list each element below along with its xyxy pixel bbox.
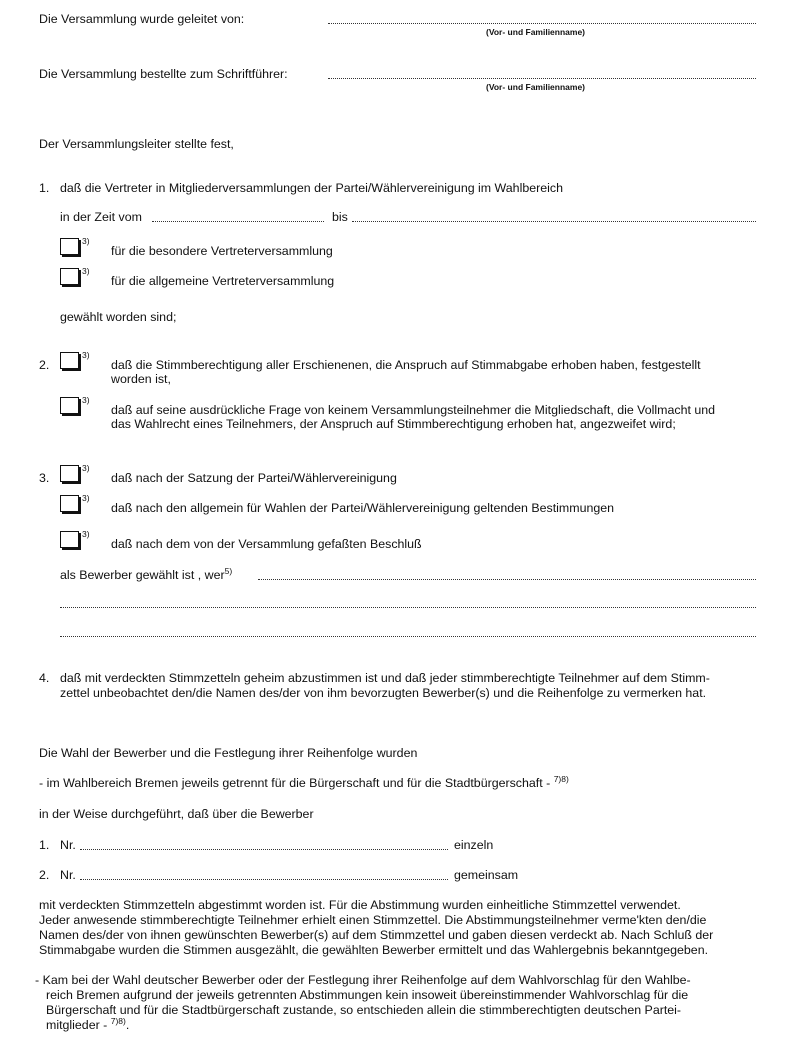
checkbox-allgemeine[interactable] bbox=[60, 268, 79, 285]
checkbox-allgemein-bestimmungen[interactable] bbox=[60, 495, 79, 512]
wahl-para-l1: mit verdeckten Stimmzetteln abgestimmt worden ist. Für die Abstimmung wurden einheitliche Stimmzettel verwendet. bbox=[39, 898, 681, 912]
wahl-intro: Die Wahl der Bewerber und die Festlegung ihrer Reihenfolge wurden bbox=[39, 746, 418, 760]
option-allgemeine-label: für die allgemeine Vertreterversammlung bbox=[111, 274, 335, 288]
nr2-field[interactable] bbox=[80, 879, 448, 880]
schriftfuehrer-name-hint: (Vor- und Familienname) bbox=[486, 82, 586, 92]
kam-l3: Bürgerschaft und für die Stadtbürgerschaft zustande, so entschieden allein die stimmberechtigten deutschen Partei- bbox=[46, 1003, 682, 1017]
option-allgemein-bestimmungen-label: daß nach den allgemein für Wahlen der Partei/Wählervereinigung geltenden Bestimmungen bbox=[111, 501, 615, 515]
option-besondere-label: für die besondere Vertreterversammlung bbox=[111, 244, 333, 258]
zeit-vom-field[interactable] bbox=[152, 221, 324, 222]
bewerber-field-3[interactable] bbox=[60, 636, 756, 637]
section-2-number: 2. bbox=[39, 358, 50, 372]
option-stimmberechtigung-l2: worden ist, bbox=[111, 372, 171, 386]
leiter-name-hint: (Vor- und Familienname) bbox=[486, 27, 586, 37]
option-keine-zweifel-l1: daß auf seine ausdrückliche Frage von keinem Versammlungsteilnehmer die Mitgliedschaft, die Vollmacht und bbox=[111, 403, 716, 417]
bewerber-field-2[interactable] bbox=[60, 607, 756, 608]
nr2-gemeinsam: gemeinsam bbox=[454, 868, 519, 882]
option-beschluss-label: daß nach dem von der Versammlung gefaßten Beschluß bbox=[111, 537, 422, 551]
footnote-ref: 7)8) bbox=[110, 1015, 126, 1026]
option-stimmberechtigung-l1: daß die Stimmberechtigung aller Erschienenen, die Anspruch auf Stimmabgabe erhoben haben, festgestellt bbox=[111, 358, 701, 372]
section-4-l2: zettel unbeobachtet den/die Namen des/der von ihm bevorzugten Bewerber(s) und die Reihenfolge zu vermerken hat. bbox=[60, 686, 707, 700]
wahl-para-l4: Stimmabgabe wurden die Stimmen ausgezählt, die gewählten Bewerber ermittelt und das Wahlergebnis bekanntgegeben. bbox=[39, 943, 709, 957]
nr2-number: 2. bbox=[39, 868, 50, 882]
versammlungsleiter-fest: Der Versammlungsleiter stellte fest, bbox=[39, 137, 234, 151]
option-keine-zweifel-l2: das Wahlrecht eines Teilnehmers, der Anspruch auf Stimmberechtigung erhoben hat, angezweifet wird; bbox=[111, 417, 676, 431]
kam-l4 bbox=[46, 1015, 130, 1033]
zeit-bis-field[interactable] bbox=[352, 221, 756, 222]
wahl-para-l2: Jeder anwesende stimmberechtigte Teilnehmer erhielt einen Stimmzettel. Die Abstimmungsteilnehmer verme'kten den/die bbox=[39, 913, 707, 927]
wahl-weise: in der Weise durchgeführt, daß über die Bewerber bbox=[39, 807, 314, 821]
footnote-ref: 3) bbox=[82, 266, 90, 276]
checkbox-stimmberechtigung[interactable] bbox=[60, 352, 79, 369]
checkbox-satzung[interactable] bbox=[60, 465, 79, 482]
footnote-ref: 3) bbox=[82, 493, 90, 503]
option-satzung-label: daß nach der Satzung der Partei/Wählervereinigung bbox=[111, 471, 397, 485]
nr1-label: Nr. bbox=[60, 838, 76, 852]
leiter-label: Die Versammlung wurde geleitet von: bbox=[39, 12, 245, 26]
zeit-vom-label: in der Zeit vom bbox=[60, 210, 142, 224]
bewerber-field-1[interactable] bbox=[258, 579, 756, 580]
section-1-number: 1. bbox=[39, 181, 50, 195]
wahl-bremen-text: - im Wahlbereich Bremen jeweils getrennt für die Bürgerschaft und für die Stadtbürgerschaft - bbox=[39, 776, 551, 790]
nr1-field[interactable] bbox=[80, 849, 448, 850]
checkbox-keine-zweifel[interactable] bbox=[60, 397, 79, 414]
footnote-ref: 5) bbox=[224, 565, 233, 576]
kam-l4-text: mitglieder - bbox=[46, 1018, 108, 1032]
checkbox-beschluss[interactable] bbox=[60, 531, 79, 548]
zeit-bis-label: bis bbox=[332, 210, 348, 224]
schriftfuehrer-name-field[interactable] bbox=[328, 78, 756, 79]
footnote-ref: 3) bbox=[82, 236, 90, 246]
kam-end: . bbox=[125, 1018, 130, 1032]
wahl-bremen bbox=[39, 773, 569, 791]
footnote-ref: 7)8) bbox=[553, 773, 569, 784]
kam-l1: - Kam bei der Wahl deutscher Bewerber oder der Festlegung ihrer Reihenfolge auf dem Wahlvorschlag für den Wahlbe- bbox=[35, 973, 691, 987]
section-1-text: daß die Vertreter in Mitgliederversammlungen der Partei/Wählervereinigung im Wahlbereich bbox=[60, 181, 563, 195]
nr2-label: Nr. bbox=[60, 868, 76, 882]
leiter-name-field[interactable] bbox=[328, 23, 756, 24]
section-3-number: 3. bbox=[39, 471, 50, 485]
footnote-ref: 3) bbox=[82, 463, 90, 473]
section-4-number: 4. bbox=[39, 671, 50, 685]
nr1-number: 1. bbox=[39, 838, 50, 852]
section-1-end: gewählt worden sind; bbox=[60, 310, 177, 324]
footnote-ref: 3) bbox=[82, 395, 90, 405]
bewerber-text: als Bewerber gewählt ist , wer bbox=[60, 568, 225, 582]
section-4-l1: daß mit verdeckten Stimmzetteln geheim abzustimmen ist und daß jeder stimmberechtigte Teilnehmer auf dem Stimm- bbox=[60, 671, 710, 685]
kam-l2: reich Bremen aufgrund der jeweils getrennten Abstimmungen kein insoweit übereinstimmender Wahlvorschlag für die bbox=[46, 988, 689, 1002]
bewerber-label bbox=[60, 565, 233, 583]
wahl-para-l3: Namen des/der von ihnen gewünschten Bewerber(s) auf dem Stimmzettel und gaben diesen verdeckt ab. Nach Schluß der bbox=[39, 928, 714, 942]
schriftfuehrer-label: Die Versammlung bestellte zum Schriftführer: bbox=[39, 67, 288, 81]
nr1-einzeln: einzeln bbox=[454, 838, 494, 852]
checkbox-besondere[interactable] bbox=[60, 238, 79, 255]
footnote-ref: 3) bbox=[82, 529, 90, 539]
footnote-ref: 3) bbox=[82, 350, 90, 360]
